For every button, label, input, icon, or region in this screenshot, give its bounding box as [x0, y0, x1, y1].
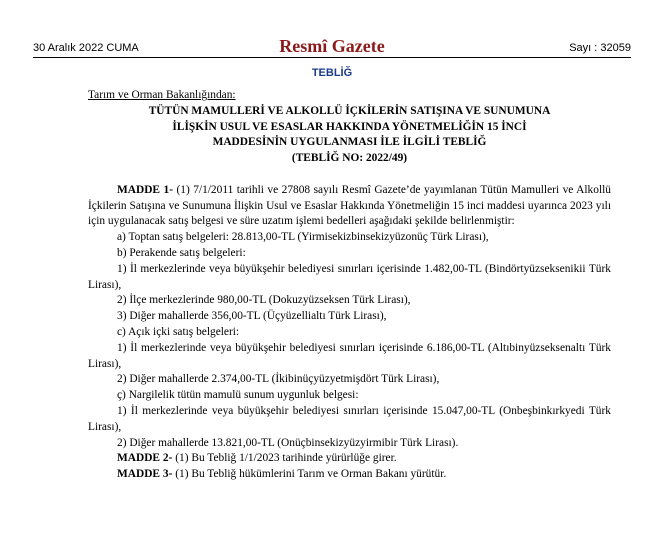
article-3 [88, 467, 611, 483]
article-label: MADDE 1- [117, 183, 173, 196]
title-line: (TEBLİĞ NO: 2022/49) [291, 152, 408, 165]
list-item: 2) Diğer mahallerde 13.821,00-TL (Onüçbinsekizyüzyirmibir Türk Lirası). [117, 436, 459, 449]
list-item: 1) İl merkezlerinde veya büyükşehir belediyesi sınırları içerisinde 1.482,00-TL (Bindörtyüzseksenikii Türk Lirası), [88, 262, 611, 291]
article-2 [88, 451, 611, 467]
list-item: b) Perakende satış belgeleri: [117, 246, 246, 259]
article-label: MADDE 3- [117, 468, 173, 481]
gazette-header [33, 37, 631, 59]
list-item: ç) Nargilelik tütün mamulü sunum uygunluk belgesi: [117, 389, 359, 402]
article-1 [88, 183, 611, 230]
issue-number: Sayı : 32059 [569, 42, 631, 54]
title-line: MADDESİNİN UYGULANMASI İLE İLGİLİ TEBLİĞ [212, 136, 487, 149]
gazette-title: Resmî Gazete [279, 36, 385, 56]
article-text: (1) 7/1/2011 tarihli ve 27808 sayılı Resmî Gazete’de yayımlanan Tütün Mamulleri ve Alkollü İçkilerin Satışına ve Sunumuna İlişkin Usul ve Esaslar Hakkında Yönetmeliğin 15 inci maddesi uyarınca 2023 yılı için uygulanacak satış belgesi ve süre uzatım işlemi bedelleri aşağıdaki şekilde belirlenmiştir: [88, 183, 611, 228]
document-title [88, 104, 611, 167]
article-text: (1) Bu Tebliğ 1/1/2023 tarihinde yürürlüğe girer. [172, 452, 397, 465]
issue-date: 30 Aralık 2022 CUMA [33, 42, 139, 54]
list-item: 2) İlçe merkezlerinde 980,00-TL (Dokuzyüzseksen Türk Lirası), [117, 294, 411, 307]
list-item: 1) İl merkezlerinde veya büyükşehir belediyesi sınırları içerisinde 15.047,00-TL (Onbeşbinkırkyedi Türk Lirası), [88, 404, 611, 433]
title-line: İLİŞKİN USUL VE ESASLAR HAKKINDA YÖNETMELİĞİN 15 İNCİ [172, 120, 527, 133]
list-item: a) Toptan satış belgeleri: 28.813,00-TL (Yirmisekizbinsekizyüzonüç Türk Lirası), [117, 231, 489, 244]
header-divider [33, 57, 631, 58]
list-item: 2) Diğer mahallerde 2.374,00-TL (İkibinüçyüzyetmişdört Türk Lirası), [117, 373, 440, 386]
title-line: TÜTÜN MAMULLERİ VE ALKOLLÜ İÇKİLERİN SATIŞINA VE SUNUMUNA [148, 104, 551, 117]
list-item: 3) Diğer mahallerde 356,00-TL (Üçyüzellialtı Türk Lirası), [117, 310, 387, 323]
article-label: MADDE 2- [117, 452, 173, 465]
document-body [88, 88, 611, 483]
list-item: c) Açık içki satış belgeleri: [117, 325, 240, 338]
list-item: 1) İl merkezlerinde veya büyükşehir belediyesi sınırları içerisinde 6.186,00-TL (Altıbinyüzseksenaltı Türk Lirası), [88, 341, 611, 370]
section-heading: TEBLİĞ [311, 67, 353, 79]
article-text: (1) Bu Tebliğ hükümlerini Tarım ve Orman Bakanı yürütür. [172, 468, 447, 481]
issuer-line: Tarım ve Orman Bakanlığından: [88, 89, 236, 101]
